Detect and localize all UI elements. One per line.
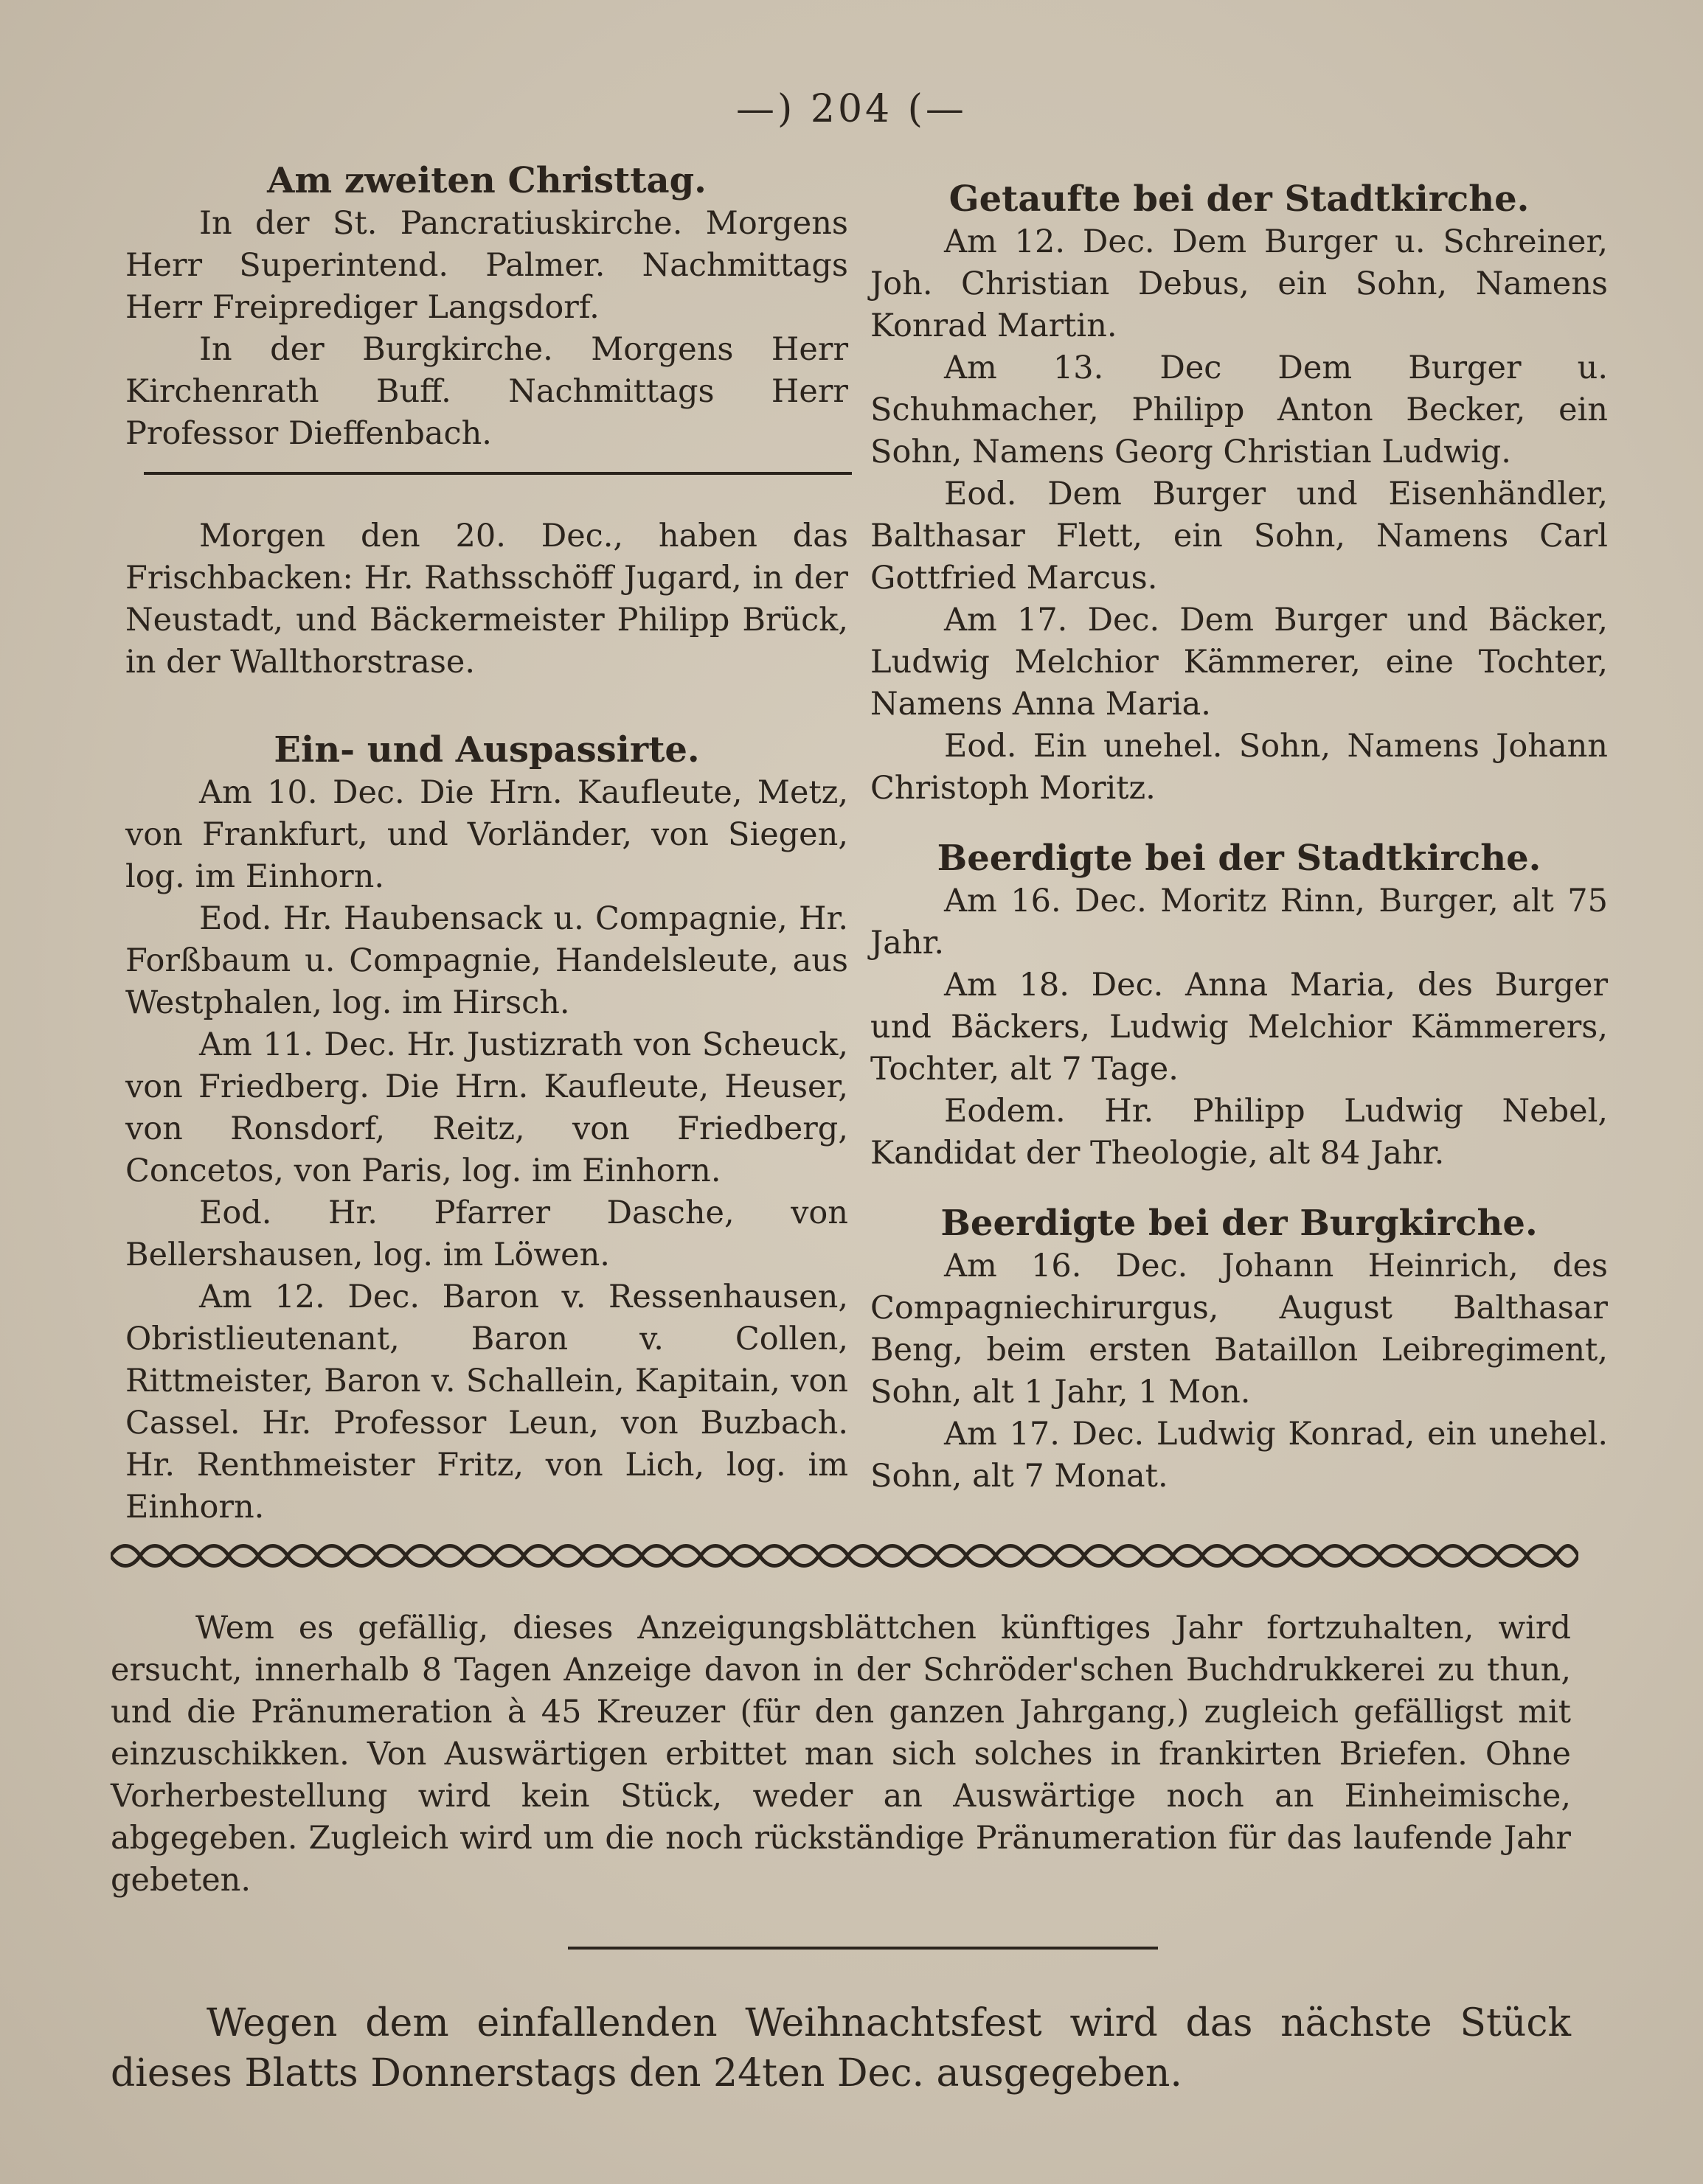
buried-stadtkirche-heading: Beerdigte bei der Stadtkirche. [937, 838, 1541, 879]
ornamental-border [111, 1540, 1578, 1572]
burial-entry: Am 16. Dec. Johann Heinrich, des Compagniechirurgus, August Balthasar Beng, beim ersten Bataillon Leibregiment, Sohn, alt 1 Jahr, 1 Mon. [870, 1248, 1608, 1411]
baptism-entry: Am 13. Dec Dem Burger u. Schuhmacher, Philipp Anton Becker, ein Sohn, Namens Georg Christian Ludwig. [870, 349, 1608, 470]
footer-notice [111, 1998, 1571, 2098]
right-column [870, 177, 1608, 1498]
baking-notice: Morgen den 20. Dec., haben das Frischbacken: Hr. Rathsschöff Jugard, in der Neustadt, und Bäckermeister Philipp Brück, in der Wallthorstrase. [125, 518, 848, 681]
left-column [125, 159, 848, 1529]
christmas-paragraph: In der Burgkirche. Morgens Herr Kirchenrath Buff. Nachmittags Herr Professor Dieffenbach. [125, 331, 848, 452]
travellers-entry: Am 10. Dec. Die Hrn. Kaufleute, Metz, von Frankfurt, und Vorländer, von Siegen, log. im Einhorn. [125, 774, 848, 895]
christmas-paragraph: In der St. Pancratiuskirche. Morgens Herr Superintend. Palmer. Nachmittags Herr Freiprediger Langsdorf. [125, 205, 848, 326]
subscription-notice-text: Wem es gefällig, dieses Anzeigungsblättchen künftiges Jahr fortzuhalten, wird ersucht, innerhalb 8 Tagen Anzeige davon in der Schröder'schen Buchdrukkerei zu thun, und die Pränumeration à 45 Kreuzer (für den ganzen Jahrgang,) zugleich gefälligst mit einzuschikken. Von Auswärtigen erbittet man sich solches in frankirten Briefen. Ohne Vorherbestellung wird kein Stück, weder an Auswärtige noch an Einheimische, abgegeben. Zugleich wird um die noch rückständige Pränumeration für das laufende Jahr gebeten. [111, 1610, 1571, 1899]
footer-notice-text: Wegen dem einfallenden Weihnachtsfest wird das nächste Stück dieses Blatts Donnerstags den 24ten Dec. ausgegeben. [111, 2001, 1571, 2096]
travellers-heading: Ein- und Auspassirte. [274, 729, 700, 771]
page-number: —) 204 (— [736, 87, 967, 131]
column-divider-rule [144, 472, 852, 475]
travellers-entry: Am 11. Dec. Hr. Justizrath von Scheuck, von Friedberg. Die Hrn. Kaufleute, Heuser, von Ronsdorf, Reitz, von Friedberg, Concetos, von Paris, log. im Einhorn. [125, 1026, 848, 1189]
baptism-entry: Eod. Dem Burger und Eisenhändler, Balthasar Flett, ein Sohn, Namens Carl Gottfried Marcus. [870, 476, 1608, 597]
baptism-entry: Am 12. Dec. Dem Burger u. Schreiner, Joh. Christian Debus, ein Sohn, Namens Konrad Martin. [870, 223, 1608, 344]
baptism-entry: Am 17. Dec. Dem Burger und Bäcker, Ludwig Melchior Kämmerer, eine Tochter, Namens Anna Maria. [870, 602, 1608, 723]
baptized-heading: Getaufte bei der Stadtkirche. [948, 178, 1530, 220]
burial-entry: Am 18. Dec. Anna Maria, des Burger und Bäckers, Ludwig Melchior Kämmerers, Tochter, alt 7 Tage. [870, 967, 1608, 1088]
footer-divider-rule [568, 1947, 1158, 1950]
burial-entry: Am 16. Dec. Moritz Rinn, Burger, alt 75 Jahr. [870, 883, 1608, 961]
travellers-entry: Am 12. Dec. Baron v. Ressenhausen, Obristlieutenant, Baron v. Collen, Rittmeister, Baron v. Schallein, Kapitain, von Cassel. Hr. Professor Leun, von Buzbach. Hr. Renthmeister Fritz, von Lich, log. im Einhorn. [125, 1279, 848, 1526]
travellers-entry: Eod. Hr. Haubensack u. Compagnie, Hr. Forßbaum u. Compagnie, Handelsleute, aus Westphalen, log. im Hirsch. [125, 900, 848, 1021]
buried-burgkirche-heading: Beerdigte bei der Burgkirche. [940, 1203, 1538, 1244]
travellers-entry: Eod. Hr. Pfarrer Dasche, von Bellershausen, log. im Löwen. [125, 1194, 848, 1273]
baptism-entry: Eod. Ein unehel. Sohn, Namens Johann Christoph Moritz. [870, 728, 1608, 807]
subscription-notice [111, 1607, 1571, 1902]
burial-entry: Am 17. Dec. Ludwig Konrad, ein unehel. Sohn, alt 7 Monat. [870, 1416, 1608, 1495]
burial-entry: Eodem. Hr. Philipp Ludwig Nebel, Kandidat der Theologie, alt 84 Jahr. [870, 1093, 1608, 1172]
christmas-heading: Am zweiten Christtag. [267, 160, 707, 201]
